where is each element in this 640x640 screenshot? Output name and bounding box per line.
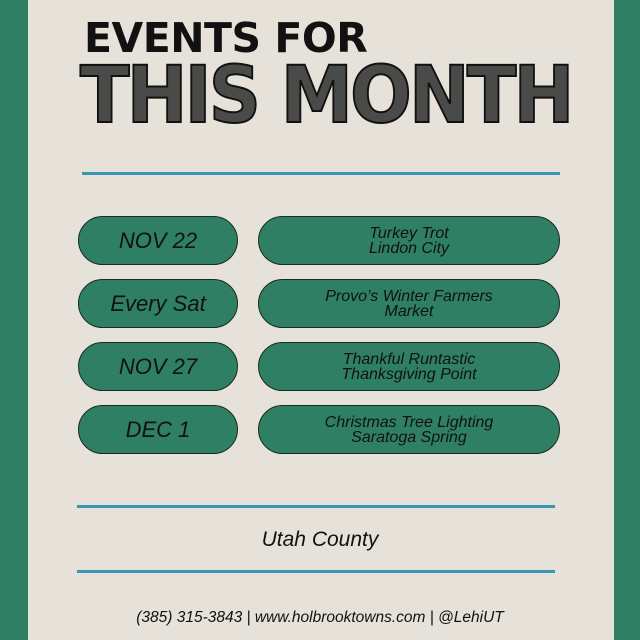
contact-footer: (385) 315-3843 | www.holbrooktowns.com | @LehiUT	[136, 609, 504, 626]
event-location: Saratoga Spring	[351, 428, 467, 446]
top-divider	[82, 172, 560, 175]
event-name-pill	[258, 279, 560, 328]
event-title: Christmas Tree Lighting	[324, 413, 494, 431]
event-date-pill	[78, 216, 238, 265]
event-location: Market	[384, 302, 434, 320]
event-date-pill	[78, 342, 238, 391]
title-line-2: THIS MONTH	[80, 51, 572, 141]
event-name-pill	[258, 405, 560, 454]
region-divider-top	[77, 505, 555, 508]
title-line-1: EVENTS FOR	[84, 14, 368, 62]
event-title: Turkey Trot	[369, 224, 449, 242]
event-name-pill	[258, 342, 560, 391]
event-date: NOV 27	[118, 353, 198, 379]
event-date-pill	[78, 279, 238, 328]
event-title: Thankful Runtastic	[342, 350, 476, 368]
event-date: DEC 1	[125, 416, 191, 442]
region-label: Utah County	[261, 528, 379, 551]
event-date: Every Sat	[110, 290, 206, 316]
event-date-pill	[78, 405, 238, 454]
event-name-pill	[258, 216, 560, 265]
event-date: NOV 22	[118, 227, 198, 253]
region-divider-bottom	[77, 570, 555, 573]
event-title: Provo’s Winter Farmers	[325, 287, 493, 305]
event-location: Thanksgiving Point	[341, 365, 477, 383]
event-location: Lindon City	[368, 239, 450, 257]
